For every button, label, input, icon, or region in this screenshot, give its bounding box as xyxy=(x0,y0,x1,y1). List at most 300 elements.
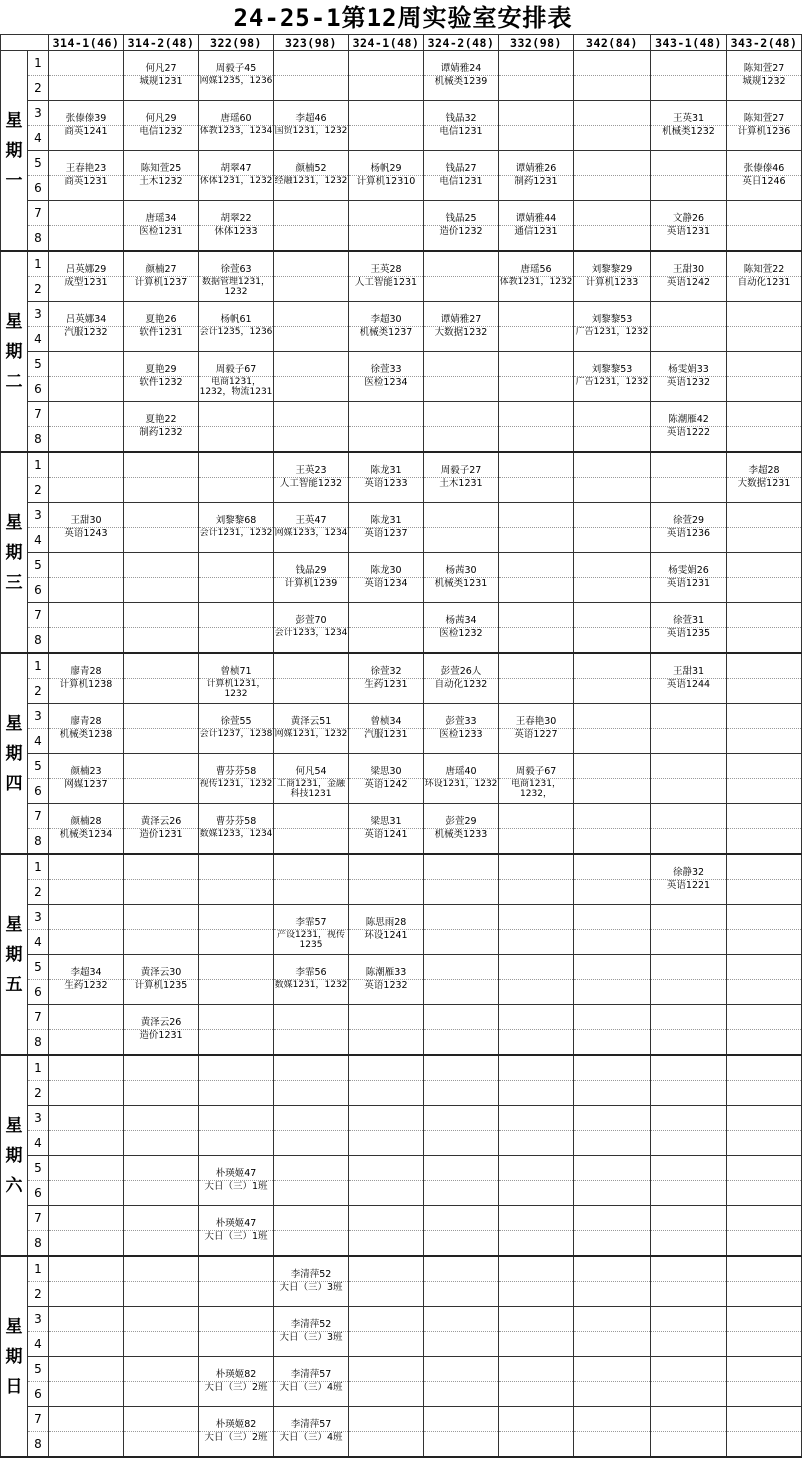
teacher-cell: 钱晶27 xyxy=(424,151,499,176)
teacher-cell xyxy=(199,1307,274,1332)
schedule-row xyxy=(1,478,802,503)
teacher-cell xyxy=(499,352,574,377)
teacher-cell xyxy=(727,1106,802,1131)
teacher-cell xyxy=(574,1357,651,1382)
teacher-cell: 李超46 xyxy=(274,101,349,126)
class-info-cell xyxy=(424,377,499,402)
class-info-cell xyxy=(499,377,574,402)
period-number: 7 xyxy=(28,603,49,628)
teacher-cell: 李霏56 xyxy=(274,955,349,980)
class-info-cell xyxy=(651,1282,727,1307)
period-number: 4 xyxy=(28,930,49,955)
schedule-row xyxy=(1,377,802,402)
class-info-cell xyxy=(574,829,651,855)
teacher-cell xyxy=(199,905,274,930)
class-info-cell xyxy=(651,1382,727,1407)
teacher-cell xyxy=(574,151,651,176)
class-info-cell: 机械类1232 xyxy=(651,126,727,151)
period-number: 3 xyxy=(28,503,49,528)
class-info-cell xyxy=(727,980,802,1005)
class-info-cell xyxy=(651,1181,727,1206)
class-info-cell: 会计1231，1232 xyxy=(199,528,274,553)
teacher-cell xyxy=(424,352,499,377)
class-info-cell xyxy=(651,1030,727,1056)
class-info-cell xyxy=(274,1081,349,1106)
class-info-cell xyxy=(424,1231,499,1257)
class-info-cell xyxy=(574,779,651,804)
class-info-cell xyxy=(499,327,574,352)
teacher-cell: 陈知萱27 xyxy=(727,51,802,76)
teacher-cell xyxy=(651,1407,727,1432)
teacher-cell xyxy=(199,1106,274,1131)
class-info-cell: 汽服1232 xyxy=(49,327,124,352)
teacher-cell xyxy=(274,1106,349,1131)
class-info-cell xyxy=(424,427,499,453)
period-number: 1 xyxy=(28,854,49,880)
class-info-cell xyxy=(424,528,499,553)
class-info-cell xyxy=(499,1131,574,1156)
teacher-cell xyxy=(124,1156,199,1181)
teacher-cell: 陈龙31 xyxy=(349,503,424,528)
class-info-cell: 机械类1238 xyxy=(49,729,124,754)
teacher-cell xyxy=(349,402,424,427)
class-info-cell xyxy=(727,829,802,855)
class-info-cell xyxy=(49,377,124,402)
class-info-cell xyxy=(199,1081,274,1106)
teacher-cell xyxy=(727,352,802,377)
teacher-cell xyxy=(424,1357,499,1382)
class-info-cell xyxy=(727,628,802,654)
schedule-row xyxy=(1,980,802,1005)
class-info-cell: 计算机1238 xyxy=(49,679,124,704)
class-info-cell xyxy=(499,1081,574,1106)
class-info-cell xyxy=(274,880,349,905)
room-header: 314-2(48) xyxy=(124,35,199,51)
teacher-cell: 陈潮雁42 xyxy=(651,402,727,427)
class-info-cell xyxy=(574,1030,651,1056)
class-info-cell: 机械类1239 xyxy=(424,76,499,101)
teacher-cell: 朴瑛姬82 xyxy=(199,1357,274,1382)
class-info-cell xyxy=(49,1081,124,1106)
class-info-cell xyxy=(727,1231,802,1257)
schedule-row xyxy=(1,578,802,603)
teacher-cell: 曾桢34 xyxy=(349,704,424,729)
class-info-cell xyxy=(499,679,574,704)
teacher-cell xyxy=(727,402,802,427)
teacher-cell xyxy=(499,553,574,578)
class-info-cell: 计算机1237 xyxy=(124,277,199,302)
class-info-cell xyxy=(124,930,199,955)
class-info-cell xyxy=(574,1231,651,1257)
class-info-cell xyxy=(499,427,574,453)
class-info-cell xyxy=(424,1081,499,1106)
class-info-cell: 计算机1233 xyxy=(574,277,651,302)
schedule-body xyxy=(1,51,802,1458)
class-info-cell xyxy=(274,1030,349,1056)
teacher-cell: 王甜30 xyxy=(651,251,727,277)
teacher-cell: 李清萍52 xyxy=(274,1256,349,1282)
teacher-cell: 黄泽云51 xyxy=(274,704,349,729)
schedule-row xyxy=(1,452,802,478)
teacher-cell xyxy=(49,1005,124,1030)
class-info-cell xyxy=(727,779,802,804)
class-info-cell xyxy=(199,1131,274,1156)
class-info-cell xyxy=(274,76,349,101)
teacher-cell xyxy=(727,201,802,226)
class-info-cell xyxy=(499,1030,574,1056)
schedule-row xyxy=(1,302,802,327)
schedule-row xyxy=(1,126,802,151)
schedule-row xyxy=(1,704,802,729)
class-info-cell xyxy=(124,1282,199,1307)
teacher-cell xyxy=(574,704,651,729)
teacher-cell xyxy=(727,302,802,327)
class-info-cell: 电商1231，1232， xyxy=(499,779,574,804)
room-header: 314-1(46) xyxy=(49,35,124,51)
teacher-cell xyxy=(574,1055,651,1081)
teacher-cell xyxy=(274,51,349,76)
class-info-cell xyxy=(727,1432,802,1458)
teacher-cell xyxy=(274,201,349,226)
teacher-cell xyxy=(349,1307,424,1332)
schedule-row xyxy=(1,101,802,126)
class-info-cell xyxy=(424,1131,499,1156)
class-info-cell: 造价1231 xyxy=(124,1030,199,1056)
class-info-cell xyxy=(274,377,349,402)
class-info-cell: 英语1234 xyxy=(349,578,424,603)
schedule-row xyxy=(1,176,802,201)
teacher-cell: 何凡27 xyxy=(124,51,199,76)
class-info-cell: 大日（三）1班 xyxy=(199,1181,274,1206)
room-header: 343-2(48) xyxy=(727,35,802,51)
schedule-row xyxy=(1,1156,802,1181)
teacher-cell: 徐萱31 xyxy=(651,603,727,628)
class-info-cell xyxy=(574,578,651,603)
class-info-cell: 英语1222 xyxy=(651,427,727,453)
class-info-cell: 造价1232 xyxy=(424,226,499,252)
teacher-cell: 徐萱63 xyxy=(199,251,274,277)
teacher-cell xyxy=(651,704,727,729)
teacher-cell: 李超34 xyxy=(49,955,124,980)
period-number: 6 xyxy=(28,779,49,804)
class-info-cell: 机械类1233 xyxy=(424,829,499,855)
class-info-cell: 大日（三）3班 xyxy=(274,1282,349,1307)
class-info-cell xyxy=(274,277,349,302)
teacher-cell xyxy=(349,1055,424,1081)
teacher-cell xyxy=(499,452,574,478)
schedule-row xyxy=(1,201,802,226)
teacher-cell xyxy=(727,804,802,829)
teacher-cell: 刘黎黎53 xyxy=(574,352,651,377)
period-number: 7 xyxy=(28,1407,49,1432)
teacher-cell: 徐静32 xyxy=(651,854,727,880)
class-info-cell xyxy=(49,1432,124,1458)
class-info-cell: 大数据1231 xyxy=(727,478,802,503)
class-info-cell xyxy=(727,930,802,955)
class-info-cell xyxy=(574,628,651,654)
teacher-cell xyxy=(49,1357,124,1382)
teacher-cell xyxy=(349,51,424,76)
class-info-cell: 数媒1233，1234 xyxy=(199,829,274,855)
teacher-cell xyxy=(499,955,574,980)
schedule-row xyxy=(1,1081,802,1106)
teacher-cell: 梁思31 xyxy=(349,804,424,829)
class-info-cell xyxy=(424,277,499,302)
teacher-cell: 唐瑶40 xyxy=(424,754,499,779)
teacher-cell: 唐瑶60 xyxy=(199,101,274,126)
teacher-cell xyxy=(574,51,651,76)
teacher-cell: 杨茜30 xyxy=(424,553,499,578)
class-info-cell xyxy=(199,427,274,453)
period-number: 6 xyxy=(28,176,49,201)
class-info-cell: 英语1242 xyxy=(651,277,727,302)
teacher-cell xyxy=(651,754,727,779)
page-title: 24-25-1第12周实验室安排表 xyxy=(233,4,573,32)
class-info-cell xyxy=(727,1131,802,1156)
class-info-cell: 英语1244 xyxy=(651,679,727,704)
class-info-cell xyxy=(199,628,274,654)
teacher-cell xyxy=(124,1055,199,1081)
class-info-cell xyxy=(49,76,124,101)
period-number: 5 xyxy=(28,1156,49,1181)
teacher-cell xyxy=(49,352,124,377)
period-number: 3 xyxy=(28,1307,49,1332)
class-info-cell: 视传1231，1232 xyxy=(199,779,274,804)
schedule-row xyxy=(1,528,802,553)
class-info-cell xyxy=(124,478,199,503)
class-info-cell: 城规1232 xyxy=(727,76,802,101)
class-info-cell xyxy=(574,126,651,151)
teacher-cell xyxy=(124,1256,199,1282)
class-info-cell: 英语1227 xyxy=(499,729,574,754)
class-info-cell: 软件1231 xyxy=(124,327,199,352)
class-info-cell xyxy=(651,176,727,201)
class-info-cell: 人工智能1232 xyxy=(274,478,349,503)
class-info-cell xyxy=(574,76,651,101)
period-number: 1 xyxy=(28,251,49,277)
class-info-cell: 产设1231，视传1235 xyxy=(274,930,349,955)
teacher-cell xyxy=(349,603,424,628)
class-info-cell: 会计1235，1236 xyxy=(199,327,274,352)
teacher-cell xyxy=(574,201,651,226)
teacher-cell: 颜楠28 xyxy=(49,804,124,829)
schedule-row xyxy=(1,1256,802,1282)
class-info-cell xyxy=(49,1282,124,1307)
teacher-cell xyxy=(199,1256,274,1282)
class-info-cell xyxy=(574,478,651,503)
teacher-cell: 谭婧雅24 xyxy=(424,51,499,76)
class-info-cell: 休体1231，1232 xyxy=(199,176,274,201)
schedule-row xyxy=(1,854,802,880)
class-info-cell xyxy=(49,1131,124,1156)
class-info-cell: 城规1231 xyxy=(124,76,199,101)
teacher-cell xyxy=(727,905,802,930)
teacher-cell xyxy=(274,804,349,829)
class-info-cell xyxy=(499,126,574,151)
teacher-cell xyxy=(727,1206,802,1231)
schedule-row xyxy=(1,553,802,578)
teacher-cell xyxy=(49,1055,124,1081)
schedule-row xyxy=(1,327,802,352)
class-info-cell xyxy=(424,1181,499,1206)
teacher-cell xyxy=(727,955,802,980)
teacher-cell xyxy=(124,1407,199,1432)
period-number: 5 xyxy=(28,151,49,176)
teacher-cell xyxy=(424,854,499,880)
period-number: 5 xyxy=(28,754,49,779)
schedule-row xyxy=(1,1055,802,1081)
teacher-cell xyxy=(651,1106,727,1131)
teacher-cell: 王英47 xyxy=(274,503,349,528)
teacher-cell xyxy=(349,1156,424,1181)
room-header: 343-1(48) xyxy=(651,35,727,51)
teacher-cell xyxy=(499,1055,574,1081)
class-info-cell xyxy=(199,880,274,905)
teacher-cell xyxy=(274,352,349,377)
period-number: 8 xyxy=(28,1231,49,1257)
class-info-cell: 机械类1237 xyxy=(349,327,424,352)
teacher-cell: 李超28 xyxy=(727,452,802,478)
class-info-cell xyxy=(49,427,124,453)
schedule-row xyxy=(1,729,802,754)
class-info-cell xyxy=(499,1382,574,1407)
class-info-cell xyxy=(651,980,727,1005)
teacher-cell xyxy=(727,1357,802,1382)
schedule-row xyxy=(1,427,802,453)
teacher-cell xyxy=(124,503,199,528)
period-number: 3 xyxy=(28,704,49,729)
class-info-cell: 医检1231 xyxy=(124,226,199,252)
class-info-cell xyxy=(727,1382,802,1407)
teacher-cell: 颜楠23 xyxy=(49,754,124,779)
period-number: 8 xyxy=(28,628,49,654)
schedule-row xyxy=(1,1005,802,1030)
schedule-row xyxy=(1,503,802,528)
teacher-cell: 彭萱26人 xyxy=(424,653,499,679)
class-info-cell: 通信1231 xyxy=(499,226,574,252)
class-info-cell xyxy=(574,226,651,252)
period-number: 4 xyxy=(28,528,49,553)
teacher-cell xyxy=(574,1256,651,1282)
class-info-cell: 英语1221 xyxy=(651,880,727,905)
class-info-cell xyxy=(574,176,651,201)
class-info-cell xyxy=(424,980,499,1005)
room-header: 322(98) xyxy=(199,35,274,51)
class-info-cell xyxy=(574,1432,651,1458)
period-number: 7 xyxy=(28,201,49,226)
period-number: 6 xyxy=(28,1181,49,1206)
teacher-cell: 陈知萱25 xyxy=(124,151,199,176)
teacher-cell xyxy=(727,1407,802,1432)
class-info-cell xyxy=(651,1131,727,1156)
teacher-cell: 陈潮雁33 xyxy=(349,955,424,980)
teacher-cell xyxy=(274,653,349,679)
teacher-cell: 曹芬芬58 xyxy=(199,804,274,829)
class-info-cell: 英语1232 xyxy=(349,980,424,1005)
class-info-cell xyxy=(49,1030,124,1056)
teacher-cell xyxy=(727,553,802,578)
day-label: 星期三 xyxy=(1,452,28,653)
teacher-cell xyxy=(124,754,199,779)
class-info-cell xyxy=(499,528,574,553)
period-number: 4 xyxy=(28,1131,49,1156)
class-info-cell xyxy=(727,880,802,905)
class-info-cell xyxy=(424,1332,499,1357)
class-info-cell xyxy=(574,1282,651,1307)
teacher-cell: 陈知萱22 xyxy=(727,251,802,277)
class-info-cell: 大数据1232 xyxy=(424,327,499,352)
period-number: 6 xyxy=(28,1382,49,1407)
class-info-cell xyxy=(124,578,199,603)
class-info-cell: 商英1241 xyxy=(49,126,124,151)
period-number: 4 xyxy=(28,1332,49,1357)
period-number: 1 xyxy=(28,1256,49,1282)
teacher-cell xyxy=(651,1256,727,1282)
room-header: 342(84) xyxy=(574,35,651,51)
class-info-cell: 制药1231 xyxy=(499,176,574,201)
teacher-cell xyxy=(651,51,727,76)
class-info-cell: 大日（三）1班 xyxy=(199,1231,274,1257)
teacher-cell xyxy=(574,553,651,578)
class-info-cell: 英语1235 xyxy=(651,628,727,654)
teacher-cell xyxy=(49,1206,124,1231)
teacher-cell xyxy=(424,1206,499,1231)
teacher-cell: 杨茜34 xyxy=(424,603,499,628)
teacher-cell: 彭萱33 xyxy=(424,704,499,729)
teacher-cell xyxy=(274,1005,349,1030)
teacher-cell xyxy=(574,603,651,628)
class-info-cell xyxy=(349,226,424,252)
teacher-cell: 颜楠52 xyxy=(274,151,349,176)
class-info-cell: 商英1231 xyxy=(49,176,124,201)
teacher-cell: 周毅子67 xyxy=(199,352,274,377)
class-info-cell: 计算机1235 xyxy=(124,980,199,1005)
class-info-cell xyxy=(49,1332,124,1357)
class-info-cell xyxy=(499,76,574,101)
teacher-cell xyxy=(424,402,499,427)
teacher-cell xyxy=(727,1156,802,1181)
class-info-cell: 计算机12310 xyxy=(349,176,424,201)
teacher-cell: 朴瑛姬82 xyxy=(199,1407,274,1432)
teacher-cell xyxy=(424,1055,499,1081)
day-label: 星期六 xyxy=(1,1055,28,1256)
teacher-cell xyxy=(574,1206,651,1231)
teacher-cell xyxy=(349,101,424,126)
class-info-cell: 机械类1231 xyxy=(424,578,499,603)
period-number: 1 xyxy=(28,1055,49,1081)
class-info-cell xyxy=(199,980,274,1005)
class-info-cell xyxy=(199,578,274,603)
class-info-cell: 自动化1232 xyxy=(424,679,499,704)
teacher-cell: 谭婧雅44 xyxy=(499,201,574,226)
teacher-cell xyxy=(499,1005,574,1030)
teacher-cell xyxy=(49,452,124,478)
teacher-cell xyxy=(349,1005,424,1030)
teacher-cell: 杨雯娟26 xyxy=(651,553,727,578)
teacher-cell xyxy=(499,51,574,76)
class-info-cell xyxy=(574,528,651,553)
teacher-cell: 杨帆29 xyxy=(349,151,424,176)
teacher-cell: 王英23 xyxy=(274,452,349,478)
class-info-cell xyxy=(499,980,574,1005)
teacher-cell: 张傣傣39 xyxy=(49,101,124,126)
teacher-cell xyxy=(124,553,199,578)
teacher-cell xyxy=(199,854,274,880)
class-info-cell: 制药1232 xyxy=(124,427,199,453)
teacher-cell xyxy=(651,1357,727,1382)
schedule-row xyxy=(1,76,802,101)
schedule-row xyxy=(1,1357,802,1382)
